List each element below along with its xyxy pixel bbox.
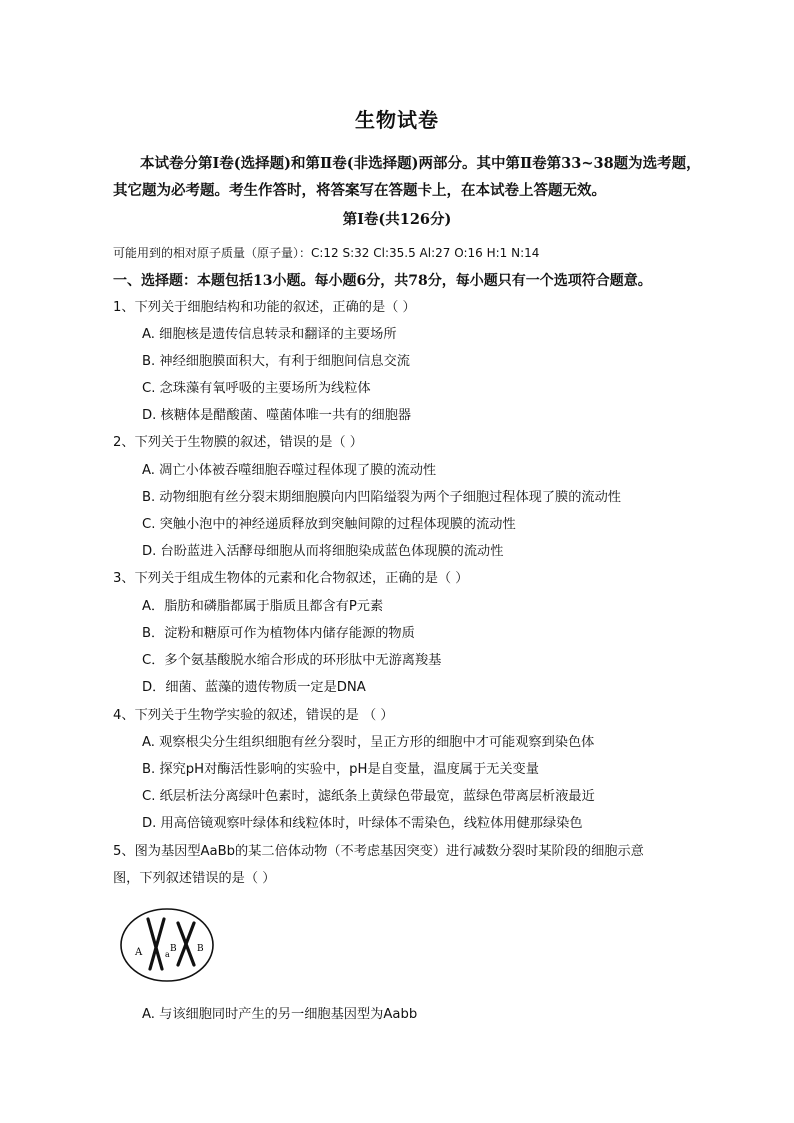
question-option: B. 动物细胞有丝分裂末期细胞膜向内凹陷缢裂为两个子细胞过程体现了膜的流动性 <box>142 490 621 505</box>
atomic-masses: 可能用到的相对原子质量（原子量）：C:12 S:32 Cl:35.5 Al:27 O:16 H:1 N:14 <box>113 246 540 260</box>
question-stem: 4、下列关于生物学实验的叙述，错误的是 （ ） <box>113 708 394 723</box>
question-option: B. 探究pH对酶活性影响的实验中，pH是自变量，温度属于无关变量 <box>142 762 539 777</box>
question-option: A. 观察根尖分生组织细胞有丝分裂时，呈正方形的细胞中才可能观察到染色体 <box>142 735 595 750</box>
chromatid <box>150 919 164 969</box>
page-title: 生物试卷 <box>355 108 439 132</box>
question-option: A. 细胞核是遗传信息转录和翻译的主要场所 <box>142 327 397 342</box>
question-option: D．细菌、蓝藻的遗传物质一定是DNA <box>142 680 366 695</box>
gene-label: B <box>170 944 177 954</box>
cell-diagram <box>118 905 216 985</box>
question-option: C. 纸层析法分离绿叶色素时，滤纸条上黄绿色带最宽，蓝绿色带离层析液最近 <box>142 789 595 804</box>
gene-label: A <box>135 947 143 958</box>
section-title: 第Ⅰ卷(共126分) <box>342 211 452 228</box>
question-option: C．多个氨基酸脱水缩合形成的环形肽中无游离羧基 <box>142 653 442 668</box>
question-option: C. 念珠藻有氧呼吸的主要场所为线粒体 <box>142 381 371 396</box>
question-option: D. 核糖体是醋酸菌、噬菌体唯一共有的细胞器 <box>142 408 412 423</box>
intro-line-1: 本试卷分第Ⅰ卷(选择题)和第Ⅱ卷(非选择题)两部分。其中第Ⅱ卷第33~38题为选考题， <box>140 155 701 172</box>
question-option: B. 神经细胞膜面积大，有利于细胞间信息交流 <box>142 354 410 369</box>
chromatid <box>148 919 162 969</box>
question-option: A．脂肪和磷脂都属于脂质且都含有P元素 <box>142 599 384 614</box>
question-option: A. 凋亡小体被吞噬细胞吞噬过程体现了膜的流动性 <box>142 463 437 478</box>
gene-label: a <box>165 950 170 959</box>
question-option: D. 台盼蓝进入活酵母细胞从而将细胞染成蓝色体现膜的流动性 <box>142 544 504 559</box>
question-stem: 3、下列关于组成生物体的元素和化合物叙述，正确的是（ ） <box>113 571 469 586</box>
question-stem: 1、下列关于细胞结构和功能的叙述，正确的是（ ） <box>113 300 416 315</box>
question-stem-continued: 图，下列叙述错误的是（ ） <box>113 871 276 886</box>
intro-line-2: 其它题为必考题。考生作答时，将答案写在答题卡上，在本试卷上答题无效。 <box>113 182 606 199</box>
question-option: D. 用高倍镜观察叶绿体和线粒体时，叶绿体不需染色，线粒体用健那绿染色 <box>142 816 583 831</box>
question-option: A. 与该细胞同时产生的另一细胞基因型为Aabb <box>142 1007 418 1022</box>
part-one-heading: 一、选择题：本题包括13小题。每小题6分，共78分，每小题只有一个选项符合题意。 <box>113 273 652 289</box>
question-option: B．淀粉和糖原可作为植物体内储存能源的物质 <box>142 626 415 641</box>
gene-label: B <box>197 944 204 954</box>
question-option: C. 突触小泡中的神经递质释放到突触间隙的过程体现膜的流动性 <box>142 517 516 532</box>
question-stem: 2、下列关于生物膜的叙述，错误的是（ ） <box>113 435 363 450</box>
question-stem: 5、图为基因型AaBb的某二倍体动物（不考虑基因突变）进行减数分裂时某阶段的细胞示意 <box>113 844 644 859</box>
